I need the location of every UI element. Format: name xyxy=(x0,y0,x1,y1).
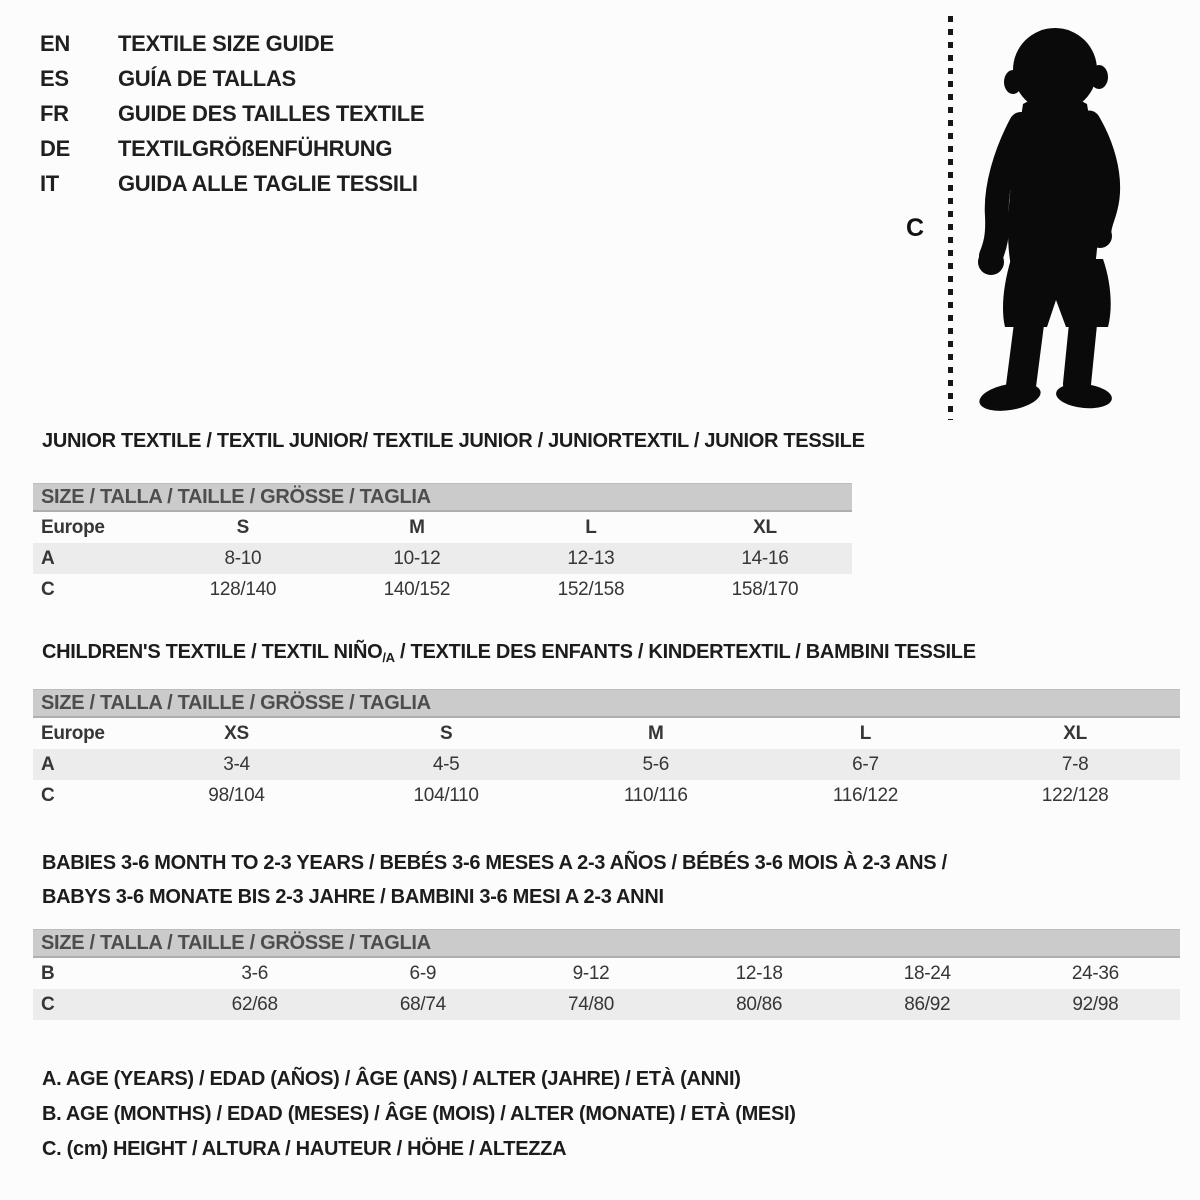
language-code: IT xyxy=(40,170,59,196)
language-row-en xyxy=(40,26,424,61)
height-cm-row xyxy=(33,574,852,605)
row-label: C xyxy=(41,993,55,1015)
children-section-title xyxy=(42,641,976,664)
height-measure-label: C xyxy=(906,214,924,242)
height-measure-dashed-line xyxy=(948,16,953,420)
table-cell: 24-36 xyxy=(1071,962,1119,984)
junior-section-title: JUNIOR TEXTILE / TEXTIL JUNIOR/ TEXTILE JUNIOR / JUNIORTEXTIL / JUNIOR TESSILE xyxy=(42,430,865,452)
legend-height-cm: C. (cm) HEIGHT / ALTURA / HAUTEUR / HÖHE / ALTEZZA xyxy=(42,1138,567,1160)
table-cell: 158/170 xyxy=(731,578,799,600)
children-size-table xyxy=(33,689,1180,811)
age-months-row xyxy=(33,958,1180,989)
table-cell: 10-12 xyxy=(393,547,441,569)
table-cell: 6-7 xyxy=(852,753,879,775)
table-cell: 104/110 xyxy=(413,784,479,806)
size-column: L xyxy=(859,722,872,744)
table-cell: 140/152 xyxy=(383,578,451,600)
junior-size-table xyxy=(33,483,852,605)
age-years-row xyxy=(33,543,852,574)
babies-title-line1: BABIES 3-6 MONTH TO 2-3 YEARS / BEBÉS 3-6 MESES A 2-3 AÑOS / BÉBÉS 3-6 MOIS À 2-3 ANS / xyxy=(42,852,947,874)
table-cell: 110/116 xyxy=(623,784,688,806)
size-header-bar: SIZE / TALLA / TAILLE / GRÖSSE / TAGLIA xyxy=(33,483,852,512)
table-cell: 128/140 xyxy=(209,578,277,600)
table-cell: 152/158 xyxy=(557,578,625,600)
measurement-legend xyxy=(42,1062,796,1167)
row-label: A xyxy=(41,753,55,775)
region-label: Europe xyxy=(41,516,105,538)
table-cell: 68/74 xyxy=(399,993,446,1015)
row-label: B xyxy=(41,962,55,984)
language-row-es xyxy=(40,61,424,96)
table-cell: 74/80 xyxy=(567,993,614,1015)
table-cell: 122/128 xyxy=(1041,784,1109,806)
size-column: S xyxy=(439,722,453,744)
size-columns-row xyxy=(33,512,852,543)
row-label: C xyxy=(41,784,55,806)
legend-age-years: A. AGE (YEARS) / EDAD (AÑOS) / ÂGE (ANS) / ALTER (JAHRE) / ETÀ (ANNI) xyxy=(42,1068,741,1090)
babies-title-line2: BABYS 3-6 MONATE BIS 2-3 JAHRE / BAMBINI 3-6 MESI A 2-3 ANNI xyxy=(42,886,664,908)
table-cell: 92/98 xyxy=(1072,993,1119,1015)
table-cell: 4-5 xyxy=(432,753,460,775)
size-column: M xyxy=(409,516,425,538)
size-column: M xyxy=(648,722,664,744)
language-row-it xyxy=(40,166,424,201)
legend-age-months: B. AGE (MONTHS) / EDAD (MESES) / ÂGE (MOIS) / ALTER (MONATE) / ETÀ (MESI) xyxy=(42,1103,796,1125)
table-cell: 18-24 xyxy=(903,962,951,984)
table-cell: 116/122 xyxy=(832,784,899,806)
size-column: XL xyxy=(753,516,777,538)
table-cell: 12-13 xyxy=(567,547,615,569)
table-cell: 9-12 xyxy=(572,962,610,984)
table-cell: 86/92 xyxy=(904,993,951,1015)
size-column: L xyxy=(585,516,597,538)
table-cell: 80/86 xyxy=(736,993,783,1015)
table-cell: 3-6 xyxy=(241,962,268,984)
children-title-subscript: /A xyxy=(382,650,395,665)
size-column: S xyxy=(236,516,250,538)
language-title: GUÍA DE TALLAS xyxy=(118,65,296,91)
language-code: ES xyxy=(40,65,69,91)
language-title: TEXTILE SIZE GUIDE xyxy=(118,30,334,56)
row-label: C xyxy=(41,578,55,600)
language-row-de xyxy=(40,131,424,166)
table-cell: 98/104 xyxy=(208,784,265,806)
size-column: XS xyxy=(224,722,249,744)
table-cell: 8-10 xyxy=(224,547,262,569)
table-cell: 3-4 xyxy=(223,753,250,775)
table-cell: 5-6 xyxy=(642,753,670,775)
size-header-bar: SIZE / TALLA / TAILLE / GRÖSSE / TAGLIA xyxy=(33,929,1180,958)
language-title-list xyxy=(40,26,424,201)
language-title: TEXTILGRÖßENFÜHRUNG xyxy=(118,135,393,161)
language-code: FR xyxy=(40,100,69,126)
size-columns-row xyxy=(33,718,1180,749)
language-code: EN xyxy=(40,30,70,56)
height-cm-row xyxy=(33,989,1180,1020)
table-cell: 7-8 xyxy=(1061,753,1089,775)
age-years-row xyxy=(33,749,1180,780)
language-code: DE xyxy=(40,135,70,161)
size-header-bar: SIZE / TALLA / TAILLE / GRÖSSE / TAGLIA xyxy=(33,689,1180,718)
language-title: GUIDA ALLE TAGLIE TESSILI xyxy=(118,170,418,196)
height-cm-row xyxy=(33,780,1180,811)
table-cell: 14-16 xyxy=(741,547,789,569)
table-cell: 6-9 xyxy=(409,962,437,984)
region-label: Europe xyxy=(41,722,105,744)
babies-size-table xyxy=(33,929,1180,1020)
table-cell: 12-18 xyxy=(735,962,783,984)
language-row-fr xyxy=(40,96,424,131)
table-cell: 62/68 xyxy=(231,993,278,1015)
children-title-text: / TEXTILE DES ENFANTS / KINDERTEXTIL / BAMBINI TESSILE xyxy=(394,641,976,663)
babies-section-title xyxy=(42,846,947,914)
toddler-silhouette-image xyxy=(963,24,1141,412)
language-title: GUIDE DES TAILLES TEXTILE xyxy=(118,100,425,126)
size-column: XL xyxy=(1063,722,1087,744)
children-title-text: CHILDREN'S TEXTILE / TEXTIL NIÑO xyxy=(42,641,383,663)
row-label: A xyxy=(41,547,55,569)
